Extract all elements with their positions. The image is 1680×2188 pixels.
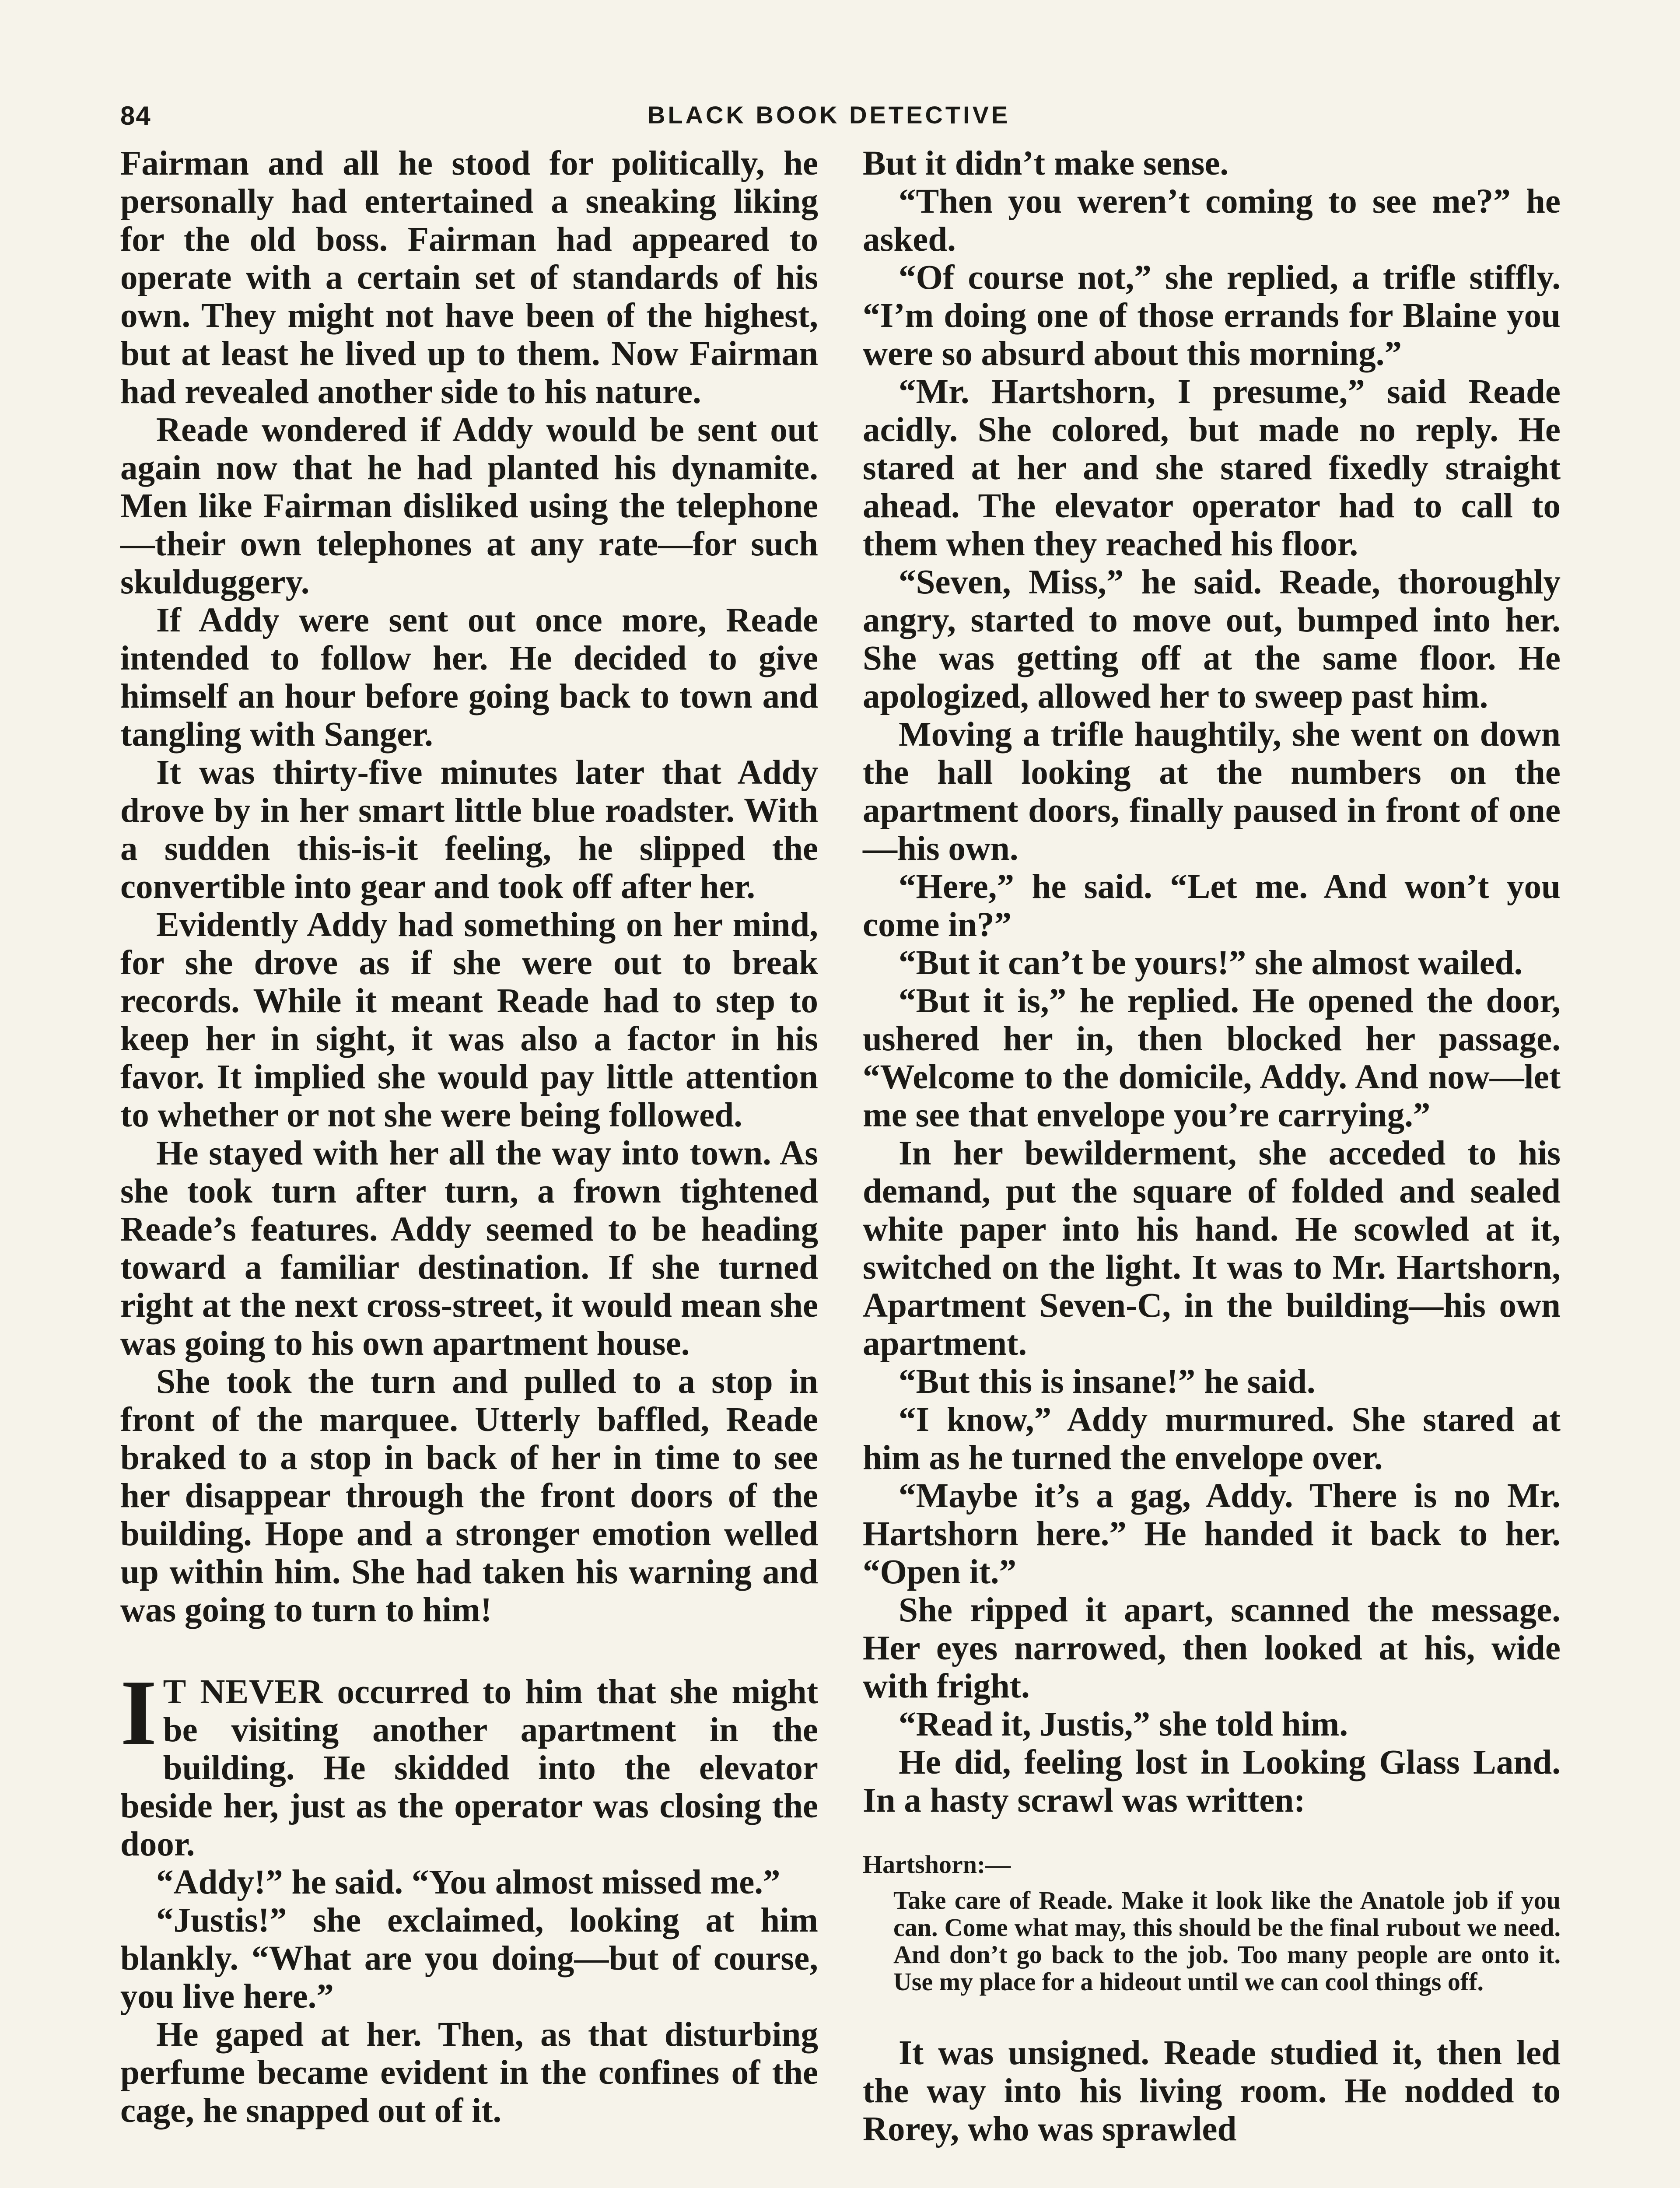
left-column (120, 144, 818, 2130)
paragraph: He stayed with her all the way into town. As she took turn after turn, a frown tightened Reade’s features. Addy seemed to be heading toward a familiar destination. If she turned right at the next cross-street, it would mean she was going to his own apartment house. (120, 1134, 818, 1363)
right-column (863, 144, 1561, 2148)
paragraph: “Mr. Hartshorn, I presume,” said Reade acidly. She colored, but made no reply. He stared at her and she stared fixedly straight ahead. The elevator operator had to call to them when they reached his floor. (863, 373, 1561, 563)
paragraph: Reade wondered if Addy would be sent out again now that he had planted his dynamite. Men like Fairman disliked using the telephone—their own telephones at any rate—for such skulduggery. (120, 411, 818, 601)
paragraph: He gaped at her. Then, as that disturbing perfume became evident in the confines of the cage, he snapped out of it. (120, 2016, 818, 2130)
paragraph: If Addy were sent out once more, Reade intended to follow her. He decided to give himself an hour before going back to town and tangling with Sanger. (120, 601, 818, 754)
paragraph: “Justis!” she exclaimed, looking at him blankly. “What are you doing—but of course, you live here.” (120, 1901, 818, 2016)
paragraph: “Read it, Justis,” she told him. (899, 1705, 1348, 1743)
paragraph: “But it can’t be yours!” she almost wailed. (899, 944, 1523, 982)
paragraph: “Then you weren’t coming to see me?” he asked. (863, 182, 1561, 259)
paragraph: She took the turn and pulled to a stop in front of the marquee. Utterly baffled, Reade braked to a stop in back of her in time to see her disappear through the front doors of the building. Hope and a stronger emotion welled up within him. She had taken his warning and was going to turn to him! (120, 1363, 818, 1629)
paragraph: It was unsigned. Reade studied it, then led the way into his living room. He nodded to Rorey, who was sprawled (863, 2034, 1561, 2148)
paragraph: “Addy!” he said. “You almost missed me.” (156, 1863, 780, 1901)
note-body: Take care of Reade. Make it look like the Anatole job if you can. Come what may, this should be the final rubout we need. And don’t go back to the job. Too many people are onto it. Use my place for a hideout until we can cool things off. (893, 1886, 1561, 1996)
drop-cap: I (120, 1660, 157, 1765)
paragraph: It was thirty-five minutes later that Addy drove by in her smart little blue roadster. With a sudden this-is-it feeling, he slipped the convertible into gear and took off after her. (120, 754, 818, 906)
paragraph: “Of course not,” she replied, a trifle stiffly. “I’m doing one of those errands for Blaine you were so absurd about this morning.” (863, 259, 1561, 373)
paragraph: Fairman and all he stood for politically, he personally had entertained a sneaking liking for the old boss. Fairman had appeared to operate with a certain set of standards of his own. They might not have been of the highest, but at least he lived up to them. Now Fairman had revealed another side to his nature. (120, 144, 818, 411)
paragraph: In her bewilderment, she acceded to his demand, put the square of folded and sealed white paper into his hand. He scowled at it, switched on the light. It was to Mr. Hartshorn, Apartment Seven-C, in the building—his own apartment. (863, 1134, 1561, 1363)
paragraph: But it didn’t make sense. (863, 144, 1229, 182)
paragraph: He did, feeling lost in Looking Glass Land. In a hasty scrawl was written: (863, 1743, 1561, 1820)
section-lead-words: T NEVER (163, 1673, 323, 1711)
page-number: 84 (120, 101, 151, 130)
paragraph: “I know,” Addy murmured. She stared at him as he turned the envelope over. (863, 1401, 1561, 1477)
paragraph: “Here,” he said. “Let me. And won’t you come in?” (863, 868, 1561, 944)
running-head: BLACK BOOK DETECTIVE (648, 101, 1011, 129)
paragraph: Evidently Addy had something on her mind, for she drove as if she were out to break records. While it meant Reade had to step to keep her in sight, it was also a factor in his favor. It implied she would pay little attention to whether or not she were being followed. (120, 906, 818, 1134)
page-header (0, 101, 1680, 140)
paragraph: “Maybe it’s a gag, Addy. There is no Mr. Hartshorn here.” He handed it back to her. “Open it.” (863, 1477, 1561, 1591)
section-opening-paragraph (120, 1660, 819, 1863)
paragraph: “But it is,” he replied. He opened the door, ushered her in, then blocked her passage. “Welcome to the domicile, Addy. And now—let me see that envelope you’re carrying.” (863, 982, 1561, 1134)
paragraph: “Seven, Miss,” he said. Reade, thoroughly angry, started to move out, bumped into her. She was getting off at the same floor. He apologized, allowed her to sweep past him. (863, 563, 1561, 715)
paragraph: “But this is insane!” he said. (899, 1363, 1316, 1401)
paragraph: Moving a trifle haughtily, she went on down the hall looking at the numbers on the apartment doors, finally paused in front of one—his own. (863, 715, 1561, 868)
note-heading: Hartshorn:— (863, 1850, 1011, 1879)
paragraph: She ripped it apart, scanned the message. Her eyes narrowed, then looked at his, wide with fright. (863, 1591, 1561, 1705)
section-lead-text: occurred to him that she might be visiting another apartment in the building. He skidded into the elevator beside her, just as the operator was closing the door. (120, 1673, 819, 1863)
